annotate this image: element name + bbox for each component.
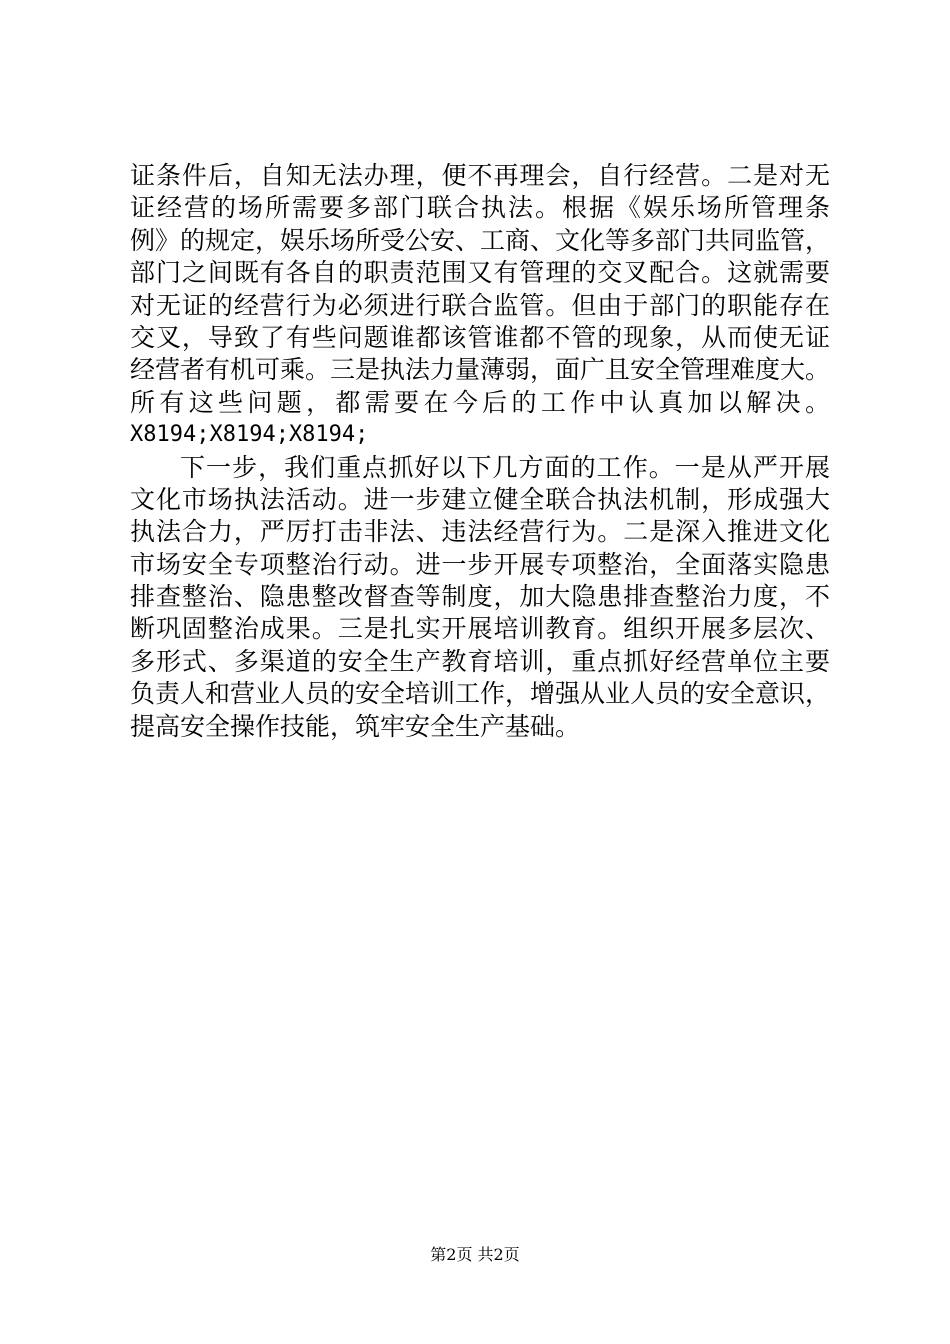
paragraph-2-line-3: 执法合力，严厉打击非法、违法经营行为。二是深入推进文化 — [130, 517, 830, 547]
paragraph-2-line-8: 负责人和营业人员的安全培训工作，增强从业人员的安全意识， — [130, 679, 831, 709]
paragraph-2-line-9: 提高安全操作技能，筑牢安全生产基础。 — [130, 711, 581, 741]
document-body — [130, 160, 830, 743]
paragraph-2-line-7: 多形式、多渠道的安全生产教育培训，重点抓好经营单位主要 — [130, 646, 830, 676]
paragraph-1-line-4: 部门之间既有各自的职责范围又有管理的交叉配合。这就需要 — [130, 258, 830, 288]
paragraph-1-line-8: 所有这些问题，都需要在今后的工作中认真加以解决。 — [130, 387, 830, 417]
paragraph-1-line-5: 对无证的经营行为必须进行联合监管。但由于部门的职能存在 — [130, 290, 830, 320]
paragraph-2-line-2: 文化市场执法活动。进一步建立健全联合执法机制，形成强大 — [130, 484, 830, 514]
paragraph-1-line-9: X8194;X8194;X8194; — [130, 422, 369, 448]
paragraph-1-line-7: 经营者有机可乘。三是执法力量薄弱，面广且安全管理难度大。 — [130, 355, 831, 385]
paragraph-2-line-1: 下一步，我们重点抓好以下几方面的工作。一是从严开展 — [180, 452, 830, 482]
paragraph-1-line-6: 交叉，导致了有些问题谁都该管谁都不管的现象，从而使无证 — [130, 322, 830, 352]
paragraph-2-line-4: 市场安全专项整治行动。进一步开展专项整治，全面落实隐患 — [130, 549, 830, 579]
paragraph-2-line-6: 断巩固整治成果。三是扎实开展培训教育。组织开展多层次、 — [130, 614, 830, 644]
paragraph-1-line-2: 证经营的场所需要多部门联合执法。根据《娱乐场所管理条 — [130, 193, 830, 223]
paragraph-2-line-5: 排查整治、隐患整改督查等制度，加大隐患排查整治力度，不 — [130, 582, 830, 612]
paragraph-1-line-1: 证条件后，自知无法办理，便不再理会，自行经营。二是对无 — [130, 161, 830, 190]
paragraph-1-line-3: 例》的规定，娱乐场所受公安、工商、文化等多部门共同监管， — [130, 225, 831, 255]
page-number-footer: 第2页 共2页 — [430, 1245, 520, 1264]
